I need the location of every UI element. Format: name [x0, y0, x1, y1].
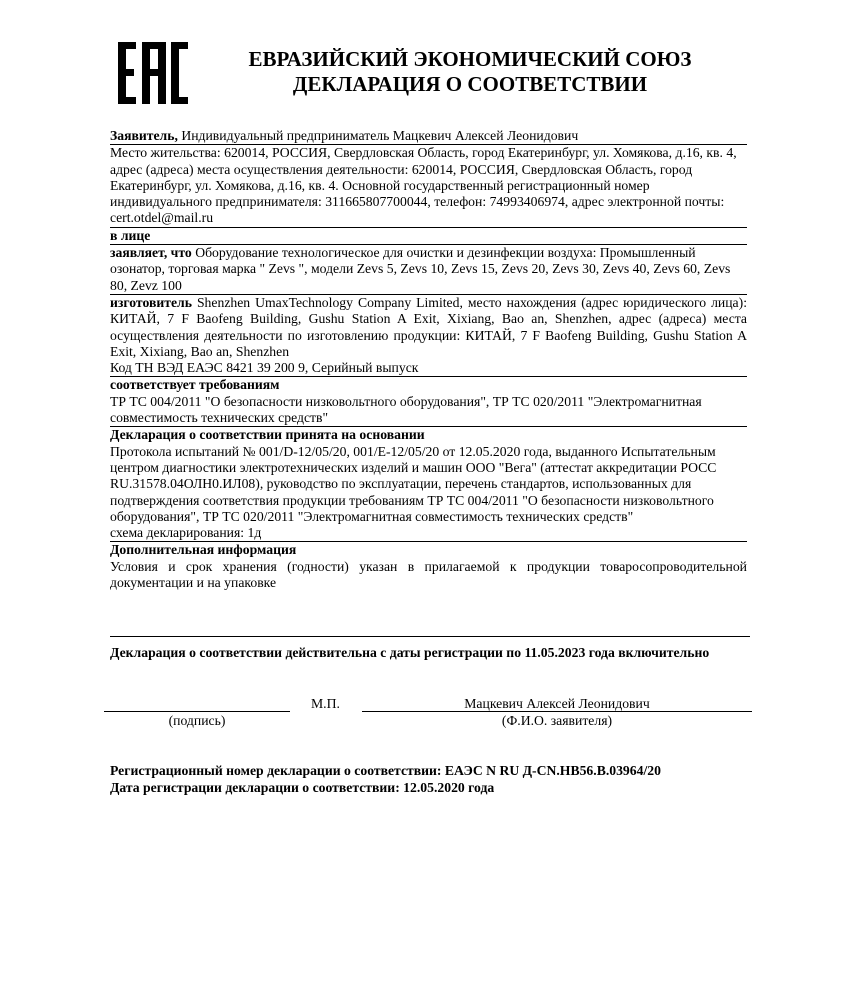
requirements-label: соответствует требованиям	[110, 377, 280, 393]
manufacturer-label: изготовитель	[110, 294, 192, 310]
header-union: ЕВРАЗИЙСКИЙ ЭКОНОМИЧЕСКИЙ СОЮЗ	[248, 47, 692, 71]
hs-code: Код ТН ВЭД ЕАЭС 8421 39 200 9, Серийный выпуск	[110, 360, 747, 377]
declares-section	[110, 245, 747, 295]
requirements-text: ТР ТС 004/2011 "О безопасности низковольтного оборудования", ТР ТС 020/2011 "Электромагнитная совместимость технических средств"	[110, 393, 702, 426]
declaration-scheme: схема декларирования: 1д	[110, 525, 262, 541]
basis-text: Протокола испытаний № 001/D-12/05/20, 001/E-12/05/20 от 12.05.2020 года, выданного Испытательным центром диагностики электротехнических изделий и машин ООО "Вега" (аттестат аккредитации РОСС RU.31578.04ОЛН0.ИЛ08), руководство по эксплуатации, перечень стандартов, использованных для подтверждения соответствия продукции требованиям ТР ТС 004/2011 "О безопасности низковольтного оборудования", ТР ТС 020/2011 "Электромагнитная совместимость технических средств"	[110, 443, 717, 524]
seal-mark: М.П.	[311, 696, 340, 711]
applicant-label: Заявитель,	[110, 128, 178, 143]
additional-section	[110, 542, 747, 591]
registration-block	[110, 762, 750, 796]
additional-label: Дополнительная информация	[110, 542, 297, 558]
signature-caption: (подпись)	[168, 713, 226, 728]
name-line	[362, 711, 752, 712]
validity-statement: Декларация о соответствии действительна с даты регистрации по 11.05.2023 года включительно	[110, 645, 710, 660]
eac-logo	[116, 42, 188, 104]
declares-text: Оборудование технологическое для очистки и дезинфекции воздуха: Промышленный озонатор, торговая марка " Zevs ", модели Zevs 5, Zevs 10, Zevs 15, Zevs 20, Zevs 30, Zevs 40, Zevs 60, Zevs 80, Zevz 100	[110, 245, 731, 293]
represented-label: в лице	[110, 228, 747, 245]
additional-text: Условия и срок хранения (годности) указан в прилагаемой к продукции товаросопроводительной документации и на упаковке	[110, 558, 747, 591]
header-declaration: ДЕКЛАРАЦИЯ О СООТВЕТСТВИИ	[292, 72, 648, 96]
applicant-signature-name: Мацкевич Алексей Леонидович	[464, 696, 650, 711]
basis-label: Декларация о соответствии принята на основании	[110, 427, 425, 443]
declares-label: заявляет, что	[110, 245, 192, 261]
manufacturer-section	[110, 295, 747, 360]
name-caption: (Ф.И.О. заявителя)	[501, 713, 613, 728]
validity-top-rule	[110, 636, 750, 637]
applicant-name: Индивидуальный предприниматель Мацкевич Алексей Леонидович	[181, 128, 579, 143]
manufacturer-text: Shenzhen UmaxTechnology Company Limited, место нахождения (адрес юридического лица): КИТАЙ, 7 F Baofeng Building, Gushu Station A Exit, Xixiang, Bao an, Shenzhen, адрес (адреса) места осуществления деятельности по изготовлению продукции: КИТАЙ, 7 F Baofeng Building, Gushu Station A Exit, Xixiang, Bao an, Shenzhen	[110, 294, 747, 359]
requirements-section	[110, 377, 747, 427]
declaration-body	[110, 128, 747, 591]
registration-number: Регистрационный номер декларации о соответствии: ЕАЭС N RU Д-CN.НВ56.В.03964/20	[110, 763, 661, 778]
signature-line	[104, 711, 290, 712]
applicant-name-row	[110, 128, 747, 145]
registration-date: Дата регистрации декларации о соответствии: 12.05.2020 года	[110, 780, 495, 795]
page-title	[200, 47, 740, 97]
applicant-details: Место жительства: 620014, РОССИЯ, Свердловская Область, город Екатеринбург, ул. Хомякова, д.16, кв. 4, адрес (адреса) места осуществления деятельности: 620014, РОССИЯ, Свердловская Область, город Екатеринбург, ул. Хомякова, д.16, кв. 4. Основной государственный регистрационный номер индивидуального предпринимателя: 311665807700044, телефон: 74993406974, адрес электронной почты: cert.otdel@mail.ru	[110, 145, 747, 227]
basis-section	[110, 427, 747, 542]
